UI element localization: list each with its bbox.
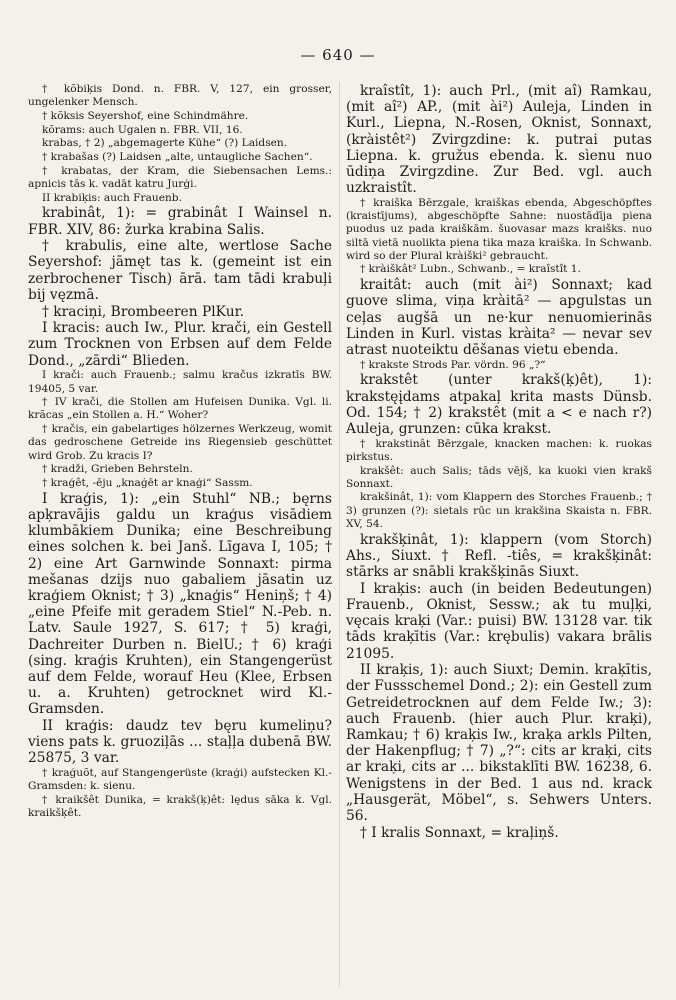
dictionary-entry: † krakstinât Bērzgale, knacken machen: k. ruokas pirkstus. bbox=[346, 437, 652, 463]
page-number: — 640 — bbox=[300, 46, 376, 64]
dictionary-entry: I krači: auch Frauenb.; salmu kračus izkratīs BW. 19405, 5 var. bbox=[28, 369, 332, 395]
dictionary-entry: krakšķinât, 1): klappern (vom Storch) Ahs., Siuxt. † Refl. -tiês, = krakšķinât: stārks ar snābli krakšķinās Siuxt. bbox=[346, 531, 652, 580]
dictionary-entry: krakstêt (unter krakš(ķ)êt), 1): krakstęįdams atpakaļ krita masts Dünsb. Od. 154; † 2) krakstêt (mit a < e nach r?) Auleja, grunzen: cūka krakst. bbox=[346, 372, 652, 437]
dictionary-entry: † kraģêt, -ēju „knaģēt ar knaģi“ Sassm. bbox=[42, 476, 253, 489]
dictionary-entry: † kõbiķis Dond. n. FBR. V, 127, ein grosser, ungelenker Mensch. bbox=[28, 83, 332, 109]
dictionary-entry: I kraķis: auch (in beiden Bedeutungen) Frauenb., Oknist, Sessw.; ak tu muļķi, vęcais kraķi (Var.: puisi) BW. 13128 var. tik tāds kraķītis (Var.: krębulis) vakara brālis 21095. bbox=[346, 580, 652, 662]
dictionary-entry: † kradži, Grieben Behrsteln. bbox=[42, 463, 193, 476]
dictionary-entry: krakšêt: auch Salis; tāds vējš, ka kuoki vien krakš Sonnaxt. bbox=[346, 464, 652, 490]
dictionary-entry: † krakste Strods Par. vördn. 96 „?“ bbox=[360, 358, 546, 371]
dictionary-entry: II kraģis: daudz tev bęru kumeliņu? viens pats k. gruoziļās ... staļļa dubenā BW. 25875, 3 var. bbox=[28, 718, 332, 767]
dictionary-entry: † krabašas (?) Laidsen „alte, untaugliche Sachen“. bbox=[42, 151, 313, 164]
column-divider bbox=[339, 82, 340, 987]
dictionary-entry: kõrams: auch Ugalen n. FBR. VII, 16. bbox=[42, 123, 243, 136]
dictionary-entry: kraitât: auch (mit ài²) Sonnaxt; kad guove slima, viņa kràitā² — apgulstas un ceļas augšā un ne·kur nenuomierinās Linden in Kurl. vistas kràita² — nevar sev atrast nuoteiktu dēšanas vietu ebenda. bbox=[346, 277, 652, 358]
dictionary-entry: krakšinât, 1): vom Klappern des Storches Frauenb.; † 3) grunzen (?): sietals rūc un krakšina Skaista n. FBR. XV, 54. bbox=[346, 491, 652, 530]
dictionary-entry: krabas, † 2) „abgemagerte Kühe“ (?) Laidsen. bbox=[42, 137, 288, 150]
dictionary-entry: † krabatas, der Kram, die Siebensachen Lems.: apnicis tās k. vadāt katru Jurģi. bbox=[28, 164, 332, 190]
dictionary-entry: † kraikšêt Dunika, = krakš(ķ)êt: lędus sāka k. Vgl. kraikšķêt. bbox=[28, 794, 332, 820]
dictionary-entry: kraîstît, 1): auch Prl., (mit aî) Ramkau, (mit aî²) AP., (mit ài²) Auleja, Linden in Kurl., Liepna, N.-Rosen, Oknist, Sonnaxt, (kràistêt²) Zvirgzdine: k. putrai putas Liepna. k. gružus ebenda. k. sìenu nuo ūdiņa Zvirgzdine. Zur Bed. vgl. auch uzkraistît. bbox=[346, 83, 652, 197]
dictionary-entry: krabinât, 1): = grabinât I Wainsel n. FBR. XIV, 86: žurka krabina Salis. bbox=[28, 205, 332, 238]
dictionary-entry: † kràiškât² Lubn., Schwanb., = kraîstît 1. bbox=[360, 263, 581, 276]
right-column bbox=[346, 83, 652, 992]
dictionary-entry: † IV krači, die Stollen am Hufeisen Dunika. Vgl. li. krãcas „ein Stollen a. H.“ Woher? bbox=[28, 396, 332, 422]
dictionary-entry: I kracis: auch Iw., Plur. krači, ein Gestell zum Trocknen von Erbsen auf dem Felde Dond., „zārdi“ Blieden. bbox=[28, 320, 332, 369]
dictionary-entry: II kraķis, 1): auch Siuxt; Demin. kraķītis, der Fussschemel Dond.; 2): ein Gestell zum Getreidetrocknen auf dem Felde Iw.; 3): auch Frauenb. (hier auch Plur. kraķi), Ramkau; † 6) kraķis Iw., kraķa arkls Pilten, der Hakenpflug; † 7) „?“: cits ar kraķi, cits ar kraķi, cits ar ... bikstaklīti BW. 16238, 6. Wenigstens in der Bed. 1 aus nd. krack „Hausgerät, Möbel“, s. Sehwers Unters. 56. bbox=[346, 662, 652, 825]
dictionary-entry: † kraiška Bērzgale, kraiškas ebenda, Abgeschöpftes (kraistījums), abgeschöpfte Sahne: nuostādīja piena puodus uz pada kraiškām. šuovasar mazs kraišks. nuo siltā vietā nuolikta piena tika maza kraiška. In Schwanb. wird so der Plural kràiški² gebraucht. bbox=[346, 196, 652, 262]
dictionary-entry: † kõksis Seyershof, eine Schindmähre. bbox=[42, 109, 249, 122]
dictionary-entry: † krabulis, eine alte, wertlose Sache Seyershof: jāmęt tas k. (gemeint ist ein zerbrochener Tisch) ārā. tam tādi krabuļi bij vęzmā. bbox=[28, 238, 332, 303]
dictionary-entry: † I kralis Sonnaxt, = kraļiņš. bbox=[360, 824, 559, 841]
dictionary-entry: I kraģis, 1): „ein Stuhl“ NB.; bęrns apķravājis galdu un kraģus visādiem klumbākiem Dunika; eine Beschreibung eines solchen k. bei Janš. Līgava I, 105; † 2) eine Art Garnwinde Sonnaxt: pirma mešanas dzijs nuo gabaliem jāsatin uz kraģiem Oknist; † 3) „knaģis“ Heniņš; † 4) „eine Pfeife mit geradem Stiel“ N.-Peb. n. Latv. Saule 1927, S. 617; † 5) kraģi, Dachreiter Durben n. BielU.; † 6) kraģi (sing. kraģis Kruhten), ein Stangengerüst auf dem Felde, worauf Heu (Klee, Erbsen u. a. Kruhten) getrocknet wird Kl.-Gramsden. bbox=[28, 490, 332, 718]
dictionary-entry: II krabiķis: auch Frauenb. bbox=[42, 191, 182, 204]
dictionary-entry: † kraciņi, Brombeeren PlKur. bbox=[42, 303, 245, 320]
dictionary-entry: † kračis, ein gabelartiges hölzernes Werkzeug, womit das gedroschene Getreide ins Riegensieb geschüttet wird Grob. Zu kracis I? bbox=[28, 423, 332, 462]
dictionary-entry: † kraģuõt, auf Stangengerüste (kraģi) aufstecken Kl.-Gramsden: k. sienu. bbox=[28, 767, 332, 793]
left-column bbox=[28, 83, 332, 992]
